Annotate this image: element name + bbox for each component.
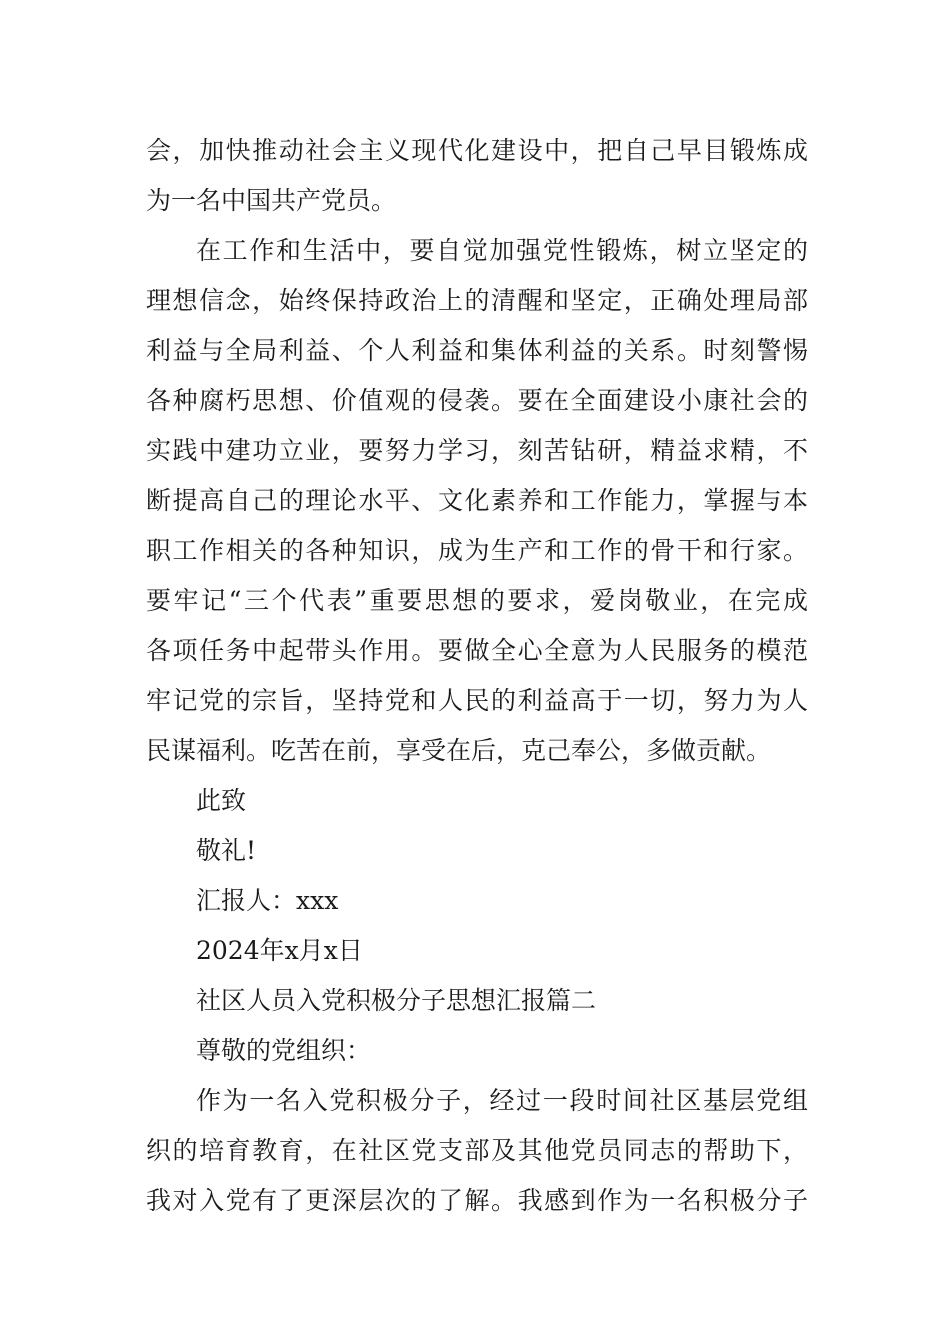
- salute-text: 敬礼!: [196, 836, 257, 865]
- closing-text: 此致: [196, 786, 247, 815]
- paragraph-line: 理想信念，始终保持政治上的清醒和坚定，正确处理局部: [146, 286, 808, 315]
- paragraph-line: 牢记党的宗旨，坚持党和人民的利益高于一切，努力为人: [146, 686, 808, 715]
- paragraph-line: 要牢记“三个代表”重要思想的要求，爱岗敬业，在完成: [146, 586, 808, 615]
- paragraph-line: 实践中建功立业，要努力学习，刻苦钻研，精益求精，不: [146, 436, 808, 465]
- date-text: 2024年x月x日: [196, 936, 363, 965]
- document-body: [146, 126, 808, 1226]
- paragraph-line: 作为一名入党积极分子，经过一段时间社区基层党组: [196, 1086, 808, 1115]
- paragraph-line: 各项任务中起带头作用。要做全心全意为人民服务的模范: [146, 636, 808, 665]
- paragraph-line: 织的培育教育，在社区党支部及其他党员同志的帮助下，: [146, 1136, 808, 1165]
- paragraph-line: 民谋福利。吃苦在前，享受在后，克己奉公，多做贡献。: [146, 736, 772, 765]
- reporter-text: 汇报人：xxx: [196, 886, 339, 915]
- greeting-text: 尊敬的党组织：: [196, 1036, 372, 1065]
- paragraph-line: 会，加快推动社会主义现代化建设中，把自己早目锻炼成: [146, 136, 808, 165]
- paragraph-line: 在工作和生活中，要自觉加强党性锻炼，树立坚定的: [196, 236, 808, 265]
- section-title: 社区人员入党积极分子思想汇报篇二: [196, 986, 597, 1015]
- paragraph-line: 利益与全局利益、个人利益和集体利益的关系。时刻警惕: [146, 336, 808, 365]
- paragraph-line: 断提高自己的理论水平、文化素养和工作能力，掌握与本: [146, 486, 808, 515]
- paragraph-line: 我对入党有了更深层次的了解。我感到作为一名积极分子: [146, 1186, 808, 1215]
- paragraph-line: 为一名中国共产党员。: [146, 186, 397, 215]
- paragraph-line: 各种腐朽思想、价值观的侵袭。要在全面建设小康社会的: [146, 386, 808, 415]
- paragraph-line: 职工作相关的各种知识，成为生产和工作的骨干和行家。: [146, 536, 808, 565]
